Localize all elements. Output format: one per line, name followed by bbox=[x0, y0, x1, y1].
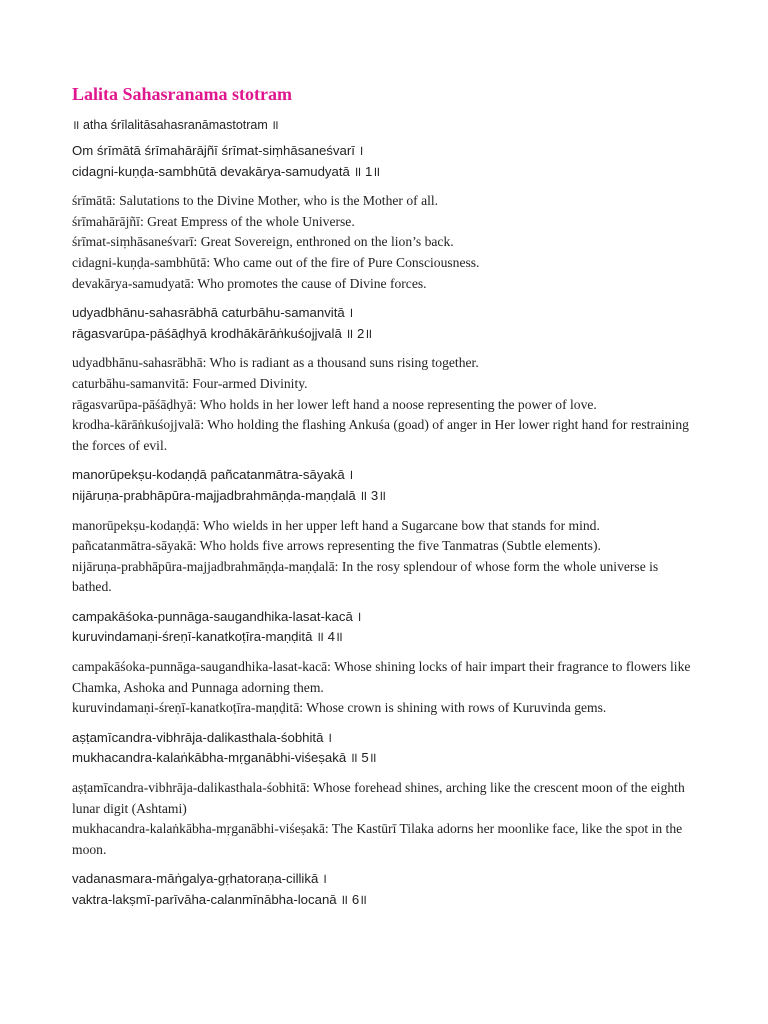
meaning-line: aṣṭamīcandra-vibhrāja-dalikasthala-śobhitā: Whose forehead shines, arching like the crescent moon of the eighth lunar digit (Ashtami) bbox=[72, 780, 685, 816]
meaning-line: rāgasvarūpa-pāśāḍhyā: Who holds in her lower left hand a noose representing the power of love. bbox=[72, 396, 597, 412]
verse-line: kuruvindamaṇi-śreṇī-kanatkoṭīra-maṇḍitā ॥ 4॥ bbox=[72, 629, 343, 645]
document-page bbox=[72, 82, 696, 920]
verse-1 bbox=[72, 141, 696, 182]
verse-2 bbox=[72, 303, 696, 344]
meaning-3 bbox=[72, 516, 696, 598]
verse-line: cidagni-kuṇḍa-sambhūtā devakārya-samudyatā ॥ 1॥ bbox=[72, 163, 381, 179]
page-title: Lalita Sahasranama stotram bbox=[72, 84, 292, 104]
verse-5 bbox=[72, 728, 696, 769]
meaning-line: mukhacandra-kalaṅkābha-mṛganābhi-viśeṣakā: The Kastūrī Tilaka adorns her moonlike face, like the spot in the moon. bbox=[72, 821, 683, 857]
meaning-line: campakāśoka-punnāga-saugandhika-lasat-kacā: Whose shining locks of hair impart their fragrance to flowers like Chamka, Ashoka and Punnaga adorning them. bbox=[72, 659, 691, 695]
verse-4 bbox=[72, 607, 696, 648]
verse-line: vadanasmara-māṅgalya-gṛhatoraṇa-cillikā । bbox=[72, 871, 327, 887]
meaning-line: krodha-kārāṅkuśojjvalā: Who holding the flashing Ankuśa (goad) of anger in Her lower right hand for restraining the forces of evil. bbox=[72, 417, 689, 453]
verse-line: Om śrīmātā śrīmahārājñī śrīmat-siṃhāsaneśvarī । bbox=[72, 143, 364, 158]
meaning-line: cidagni-kuṇḍa-sambhūtā: Who came out of the fire of Pure Consciousness. bbox=[72, 254, 480, 270]
meaning-line: pañcatanmātra-sāyakā: Who holds five arrows representing the five Tanmatras (Subtle elements). bbox=[72, 538, 601, 554]
meaning-line: udyadbhānu-sahasrābhā: Who is radiant as a thousand suns rising together. bbox=[72, 355, 479, 371]
verse-line: vaktra-lakṣmī-parīvāha-calanmīnābha-locanā ॥ 6॥ bbox=[72, 892, 368, 907]
verse-3 bbox=[72, 465, 696, 506]
meaning-line: śrīmātā: Salutations to the Divine Mother, who is the Mother of all. bbox=[72, 193, 439, 209]
verse-line: manorūpekṣu-kodaṇḍā pañcatanmātra-sāyakā । bbox=[72, 467, 354, 483]
meaning-line: śrīmahārājñī: Great Empress of the whole Universe. bbox=[72, 213, 355, 229]
meaning-5 bbox=[72, 778, 696, 860]
meaning-line: caturbāhu-samanvitā: Four-armed Divinity. bbox=[72, 375, 308, 391]
meaning-line: śrīmat-siṃhāsaneśvarī: Great Sovereign, enthroned on the lion’s back. bbox=[72, 234, 454, 250]
meaning-line: manorūpekṣu-kodaṇḍā: Who wields in her upper left hand a Sugarcane bow that stands for mind. bbox=[72, 517, 600, 533]
meaning-line: nijāruṇa-prabhāpūra-majjadbrahmāṇḍa-maṇḍalā: In the rosy splendour of whose form the whole universe is bathed. bbox=[72, 558, 659, 595]
stotram-invocation: ॥ atha śrīlalitāsahasranāmastotram ॥ bbox=[72, 118, 279, 132]
verse-line: campakāśoka-punnāga-saugandhika-lasat-kacā । bbox=[72, 608, 362, 624]
verse-line: mukhacandra-kalaṅkābha-mṛganābhi-viśeṣakā ॥ 5॥ bbox=[72, 750, 377, 766]
meaning-line: devakārya-samudyatā: Who promotes the cause of Divine forces. bbox=[72, 275, 427, 291]
meaning-2 bbox=[72, 353, 696, 456]
verse-line: rāgasvarūpa-pāśāḍhyā krodhākārāṅkuśojjvalā ॥ 2॥ bbox=[72, 325, 373, 341]
verse-line: aṣṭamīcandra-vibhrāja-dalikasthala-śobhitā । bbox=[72, 729, 333, 745]
verse-line: nijāruṇa-prabhāpūra-majjadbrahmāṇḍa-maṇḍalā ॥ 3॥ bbox=[72, 487, 387, 503]
meaning-4 bbox=[72, 657, 696, 719]
meaning-1 bbox=[72, 191, 696, 294]
verse-line: udyadbhānu-sahasrābhā caturbāhu-samanvitā । bbox=[72, 305, 354, 321]
meaning-line: kuruvindamaṇi-śreṇī-kanatkoṭīra-maṇḍitā: Whose crown is shining with rows of Kuruvinda gems. bbox=[72, 700, 607, 716]
verse-6 bbox=[72, 869, 696, 910]
